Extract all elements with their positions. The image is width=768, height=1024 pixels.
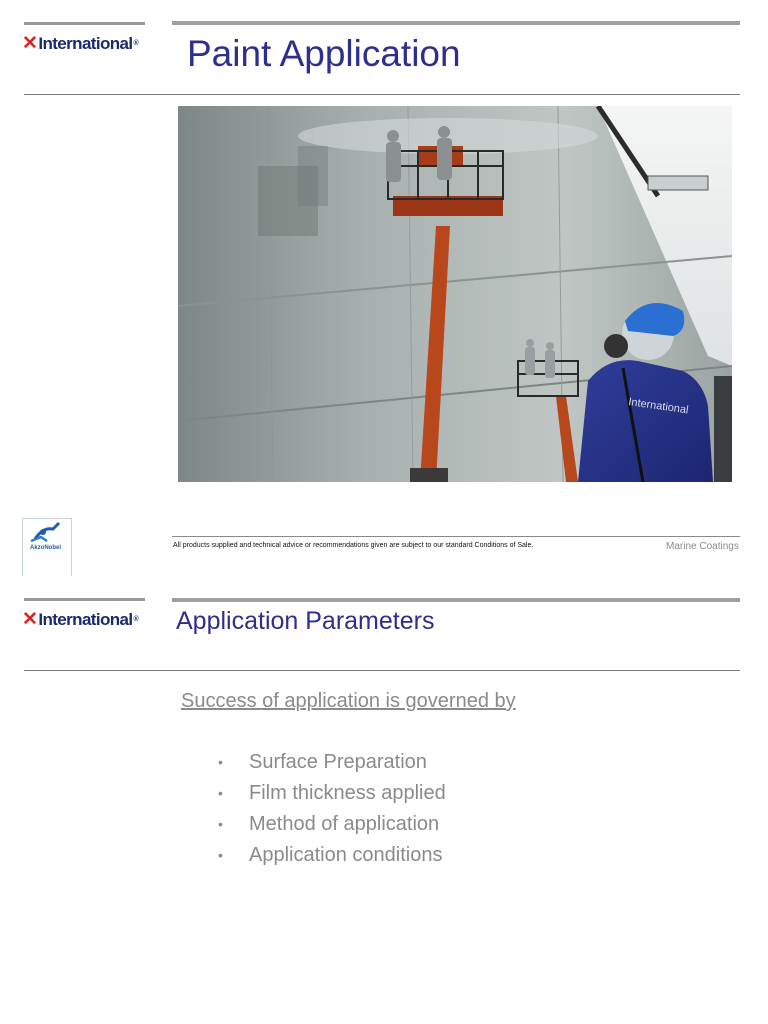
slide-title-application-parameters: Application Parameters xyxy=(176,607,435,635)
bullet-icon: • xyxy=(218,816,223,832)
title-top-bar xyxy=(172,21,740,25)
bullet-icon: • xyxy=(218,785,223,801)
international-logo-2 xyxy=(22,608,138,631)
footer-divider xyxy=(172,536,740,537)
footer-conditions-notice: All products supplied and technical advice or recommendations given are subject to our standard Conditions of Sale. xyxy=(173,542,534,549)
akzonobel-label: AkzoNobel xyxy=(30,545,62,551)
list-item xyxy=(218,778,446,809)
slide-title-paint-application: Paint Application xyxy=(187,33,461,74)
subheading-governed-by: Success of application is governed by xyxy=(181,690,516,712)
list-item-label: Film thickness applied xyxy=(249,782,446,804)
logo-text-2: International xyxy=(38,609,133,629)
list-item xyxy=(218,747,446,778)
list-item-label: Application conditions xyxy=(249,844,443,866)
title-divider xyxy=(24,94,740,95)
jacket-logo-text: International xyxy=(627,396,690,417)
paint-application-photo xyxy=(178,106,732,482)
list-item-label: Surface Preparation xyxy=(249,751,427,773)
parameter-list xyxy=(218,747,446,871)
list-item xyxy=(218,840,446,871)
international-logo xyxy=(22,32,138,55)
logo-registered-mark: ® xyxy=(133,40,139,47)
logo-top-bar-2 xyxy=(24,598,145,601)
ship-hull-painting-illustration xyxy=(178,106,732,482)
title-divider-2 xyxy=(24,670,740,671)
international-x-icon: ✕ xyxy=(22,33,38,54)
logo-top-bar xyxy=(24,22,145,25)
bullet-icon: • xyxy=(218,847,223,863)
logo-text: International xyxy=(38,33,133,53)
footer-marine-coatings: Marine Coatings xyxy=(666,541,739,552)
list-item xyxy=(218,809,446,840)
bullet-icon: • xyxy=(218,754,223,770)
international-x-icon-2: ✕ xyxy=(22,609,38,630)
title-top-bar-2 xyxy=(172,598,740,602)
akzonobel-logo xyxy=(22,518,72,576)
logo-registered-mark-2: ® xyxy=(133,616,139,623)
list-item-label: Method of application xyxy=(249,813,440,835)
